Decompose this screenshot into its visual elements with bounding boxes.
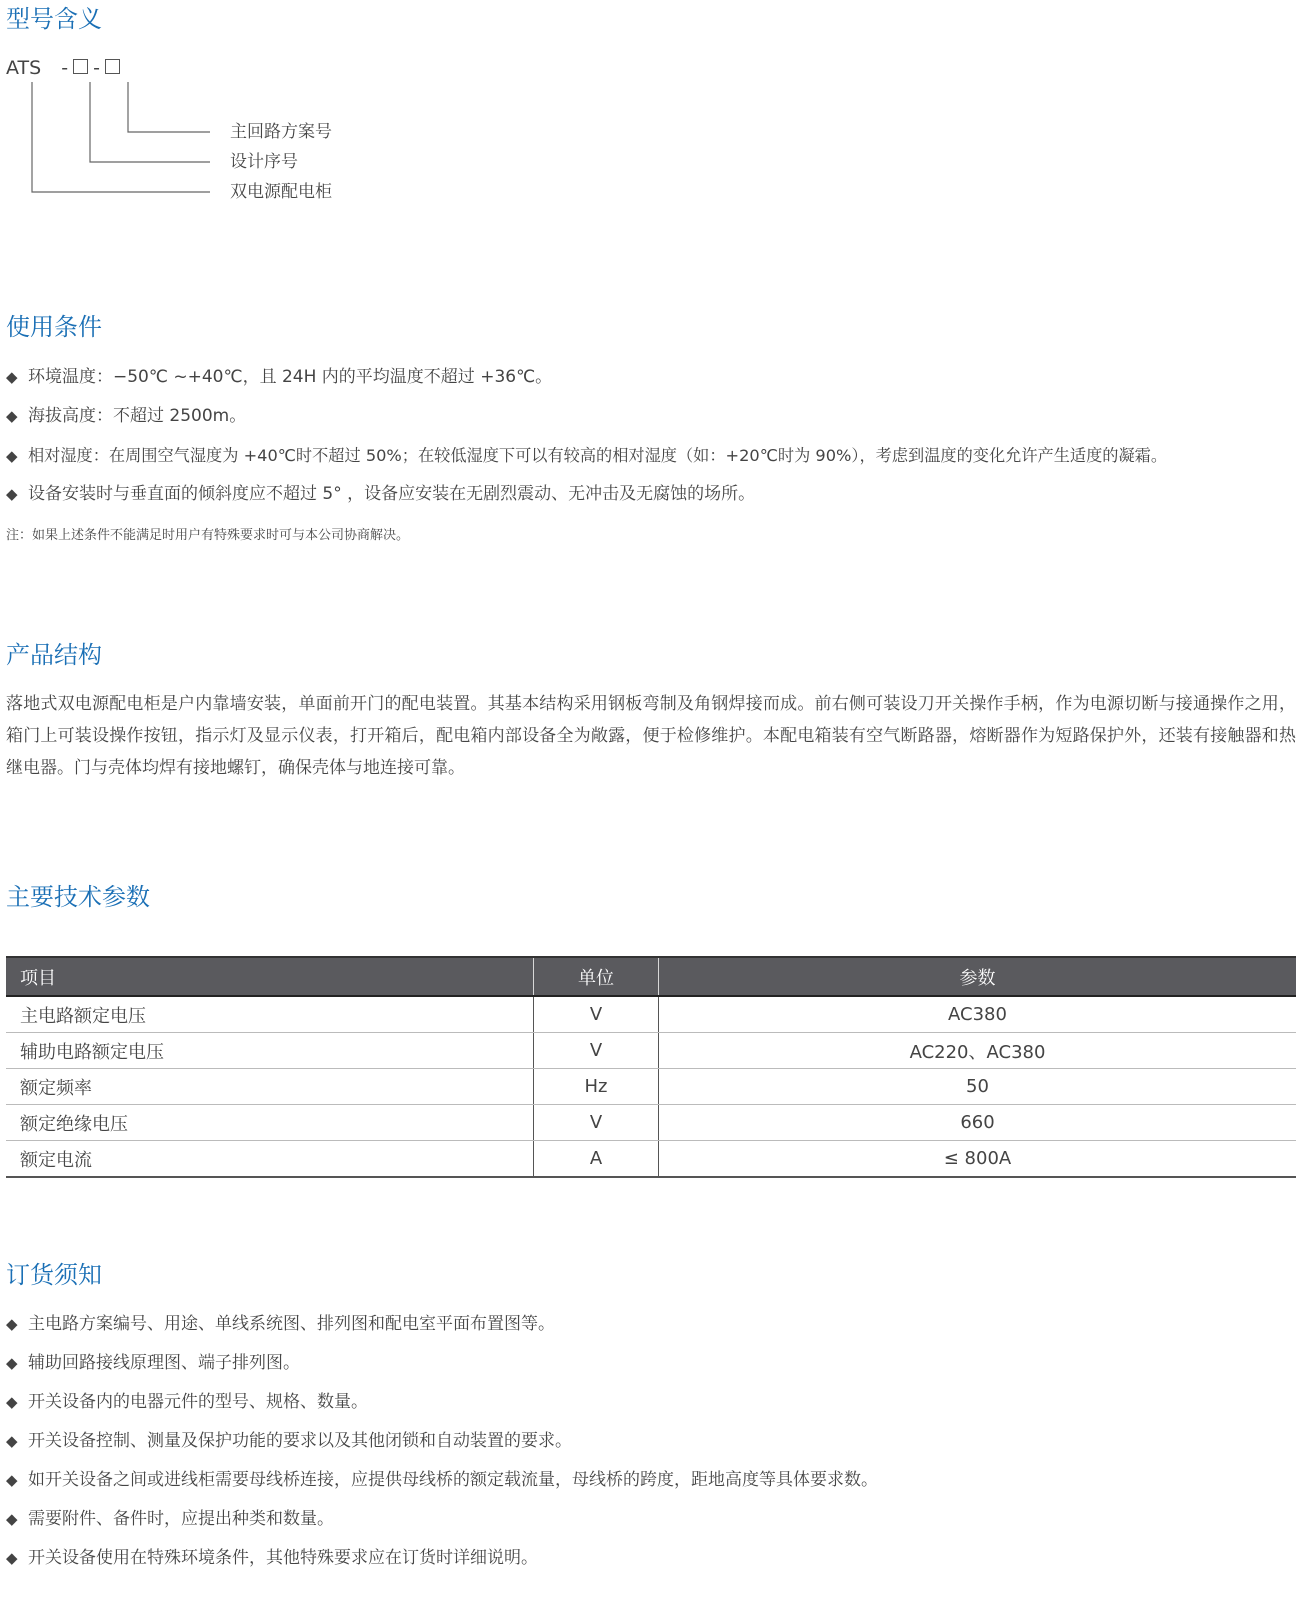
table-row <box>6 1105 1296 1141</box>
list-item: ◆ 开关设备控制、测量及保护功能的要求以及其他闭锁和自动装置的要求。 <box>6 1422 878 1461</box>
cell-item: 额定电流 <box>6 1141 534 1178</box>
header-unit: 单位 <box>534 957 659 996</box>
list-item: ◆ 设备安装时与垂直面的倾斜度应不超过 5° ，设备应安装在无剧烈震动、无冲击及无腐蚀的场所。 <box>6 475 1167 514</box>
cell-item: 辅助电路额定电压 <box>6 1033 534 1069</box>
section-title-model: 型号含义 <box>6 5 102 33</box>
cell-item: 额定频率 <box>6 1069 534 1105</box>
model-code-tree-lines <box>0 80 240 200</box>
params-table <box>6 956 1296 1178</box>
cell-value: 50 <box>659 1069 1297 1105</box>
list-item: ◆ 环境温度：−50℃ ~+40℃，且 24H 内的平均温度不超过 +36℃。 <box>6 358 1167 397</box>
cell-value: AC380 <box>659 996 1297 1033</box>
section-title-ordering: 订货须知 <box>6 1261 102 1289</box>
tree-line-design-serial <box>90 82 210 162</box>
cell-unit: A <box>534 1141 659 1178</box>
diamond-bullet-icon: ◆ <box>6 1549 18 1567</box>
table-row <box>6 1069 1296 1105</box>
cell-item: 主电路额定电压 <box>6 996 534 1033</box>
diamond-bullet-icon: ◆ <box>6 1393 18 1411</box>
cell-item: 额定绝缘电压 <box>6 1105 534 1141</box>
conditions-list <box>6 358 1167 514</box>
header-value: 参数 <box>659 957 1297 996</box>
list-item: ◆ 如开关设备之间或进线柜需要母线桥连接，应提供母线桥的额定载流量，母线桥的跨度，距地高度等具体要求数。 <box>6 1461 878 1500</box>
model-label-cabinet: 双电源配电柜 <box>230 182 332 202</box>
model-code-box-2 <box>105 59 120 74</box>
list-item: ◆ 相对湿度：在周围空气湿度为 +40℃时不超过 50%；在较低湿度下可以有较高的相对湿度（如：+20℃时为 90%），考虑到温度的变化允许产生适度的凝霜。 <box>6 436 1167 475</box>
model-code-dash-2: - <box>93 57 100 79</box>
list-item: ◆ 开关设备内的电器元件的型号、规格、数量。 <box>6 1383 878 1422</box>
diamond-bullet-icon: ◆ <box>6 407 18 425</box>
model-label-main-circuit: 主回路方案号 <box>230 122 332 142</box>
list-item: ◆ 主电路方案编号、用途、单线系统图、排列图和配电室平面布置图等。 <box>6 1305 878 1344</box>
section-title-params: 主要技术参数 <box>6 883 150 911</box>
model-code-box-1 <box>73 59 88 74</box>
list-item: ◆ 需要附件、备件时，应提出种类和数量。 <box>6 1500 878 1539</box>
table-row <box>6 1033 1296 1069</box>
diamond-bullet-icon: ◆ <box>6 1432 18 1450</box>
diamond-bullet-icon: ◆ <box>6 1315 18 1333</box>
model-label-design-serial: 设计序号 <box>230 152 298 172</box>
section-title-structure: 产品结构 <box>6 641 102 669</box>
cell-value: 660 <box>659 1105 1297 1141</box>
table-row <box>6 1141 1296 1178</box>
tree-line-main-circuit <box>128 82 210 132</box>
structure-paragraph: 落地式双电源配电柜是户内靠墙安装，单面前开门的配电装置。其基本结构采用钢板弯制及角钢焊接而成。前右侧可装设刀开关操作手柄，作为电源切断与接通操作之用，箱门上可装设操作按钮，指示灯及显示仪表，打开箱后，配电箱内部设备全为敞露，便于检修维护。本配电箱装有空气断路器，熔断器作为短路保护外，还装有接触器和热继电器。门与壳体均焊有接地螺钉，确保壳体与地连接可靠。 <box>6 694 1296 778</box>
diamond-bullet-icon: ◆ <box>6 1510 18 1528</box>
list-item: ◆ 海拔高度：不超过 2500m。 <box>6 397 1167 436</box>
header-item: 项目 <box>6 957 534 996</box>
table-row <box>6 996 1296 1033</box>
cell-value: ≤ 800A <box>659 1141 1297 1178</box>
diamond-bullet-icon: ◆ <box>6 447 18 465</box>
diamond-bullet-icon: ◆ <box>6 485 18 503</box>
tree-line-cabinet <box>32 82 210 192</box>
diamond-bullet-icon: ◆ <box>6 1354 18 1372</box>
model-code <box>6 56 123 80</box>
list-item: ◆ 辅助回路接线原理图、端子排列图。 <box>6 1344 878 1383</box>
cell-unit: V <box>534 996 659 1033</box>
diamond-bullet-icon: ◆ <box>6 368 18 386</box>
cell-unit: Hz <box>534 1069 659 1105</box>
section-title-conditions: 使用条件 <box>6 313 102 341</box>
ordering-list <box>6 1305 878 1578</box>
model-code-prefix: ATS <box>6 57 42 79</box>
cell-unit: V <box>534 1105 659 1141</box>
list-item: ◆ 开关设备使用在特殊环境条件，其他特殊要求应在订货时详细说明。 <box>6 1539 878 1578</box>
conditions-note: 注：如果上述条件不能满足时用户有特殊要求时可与本公司协商解决。 <box>6 528 410 543</box>
table-header-row <box>6 957 1296 996</box>
diamond-bullet-icon: ◆ <box>6 1471 18 1489</box>
cell-unit: V <box>534 1033 659 1069</box>
model-code-dash-1: - <box>61 57 69 79</box>
cell-value: AC220、AC380 <box>659 1033 1297 1069</box>
